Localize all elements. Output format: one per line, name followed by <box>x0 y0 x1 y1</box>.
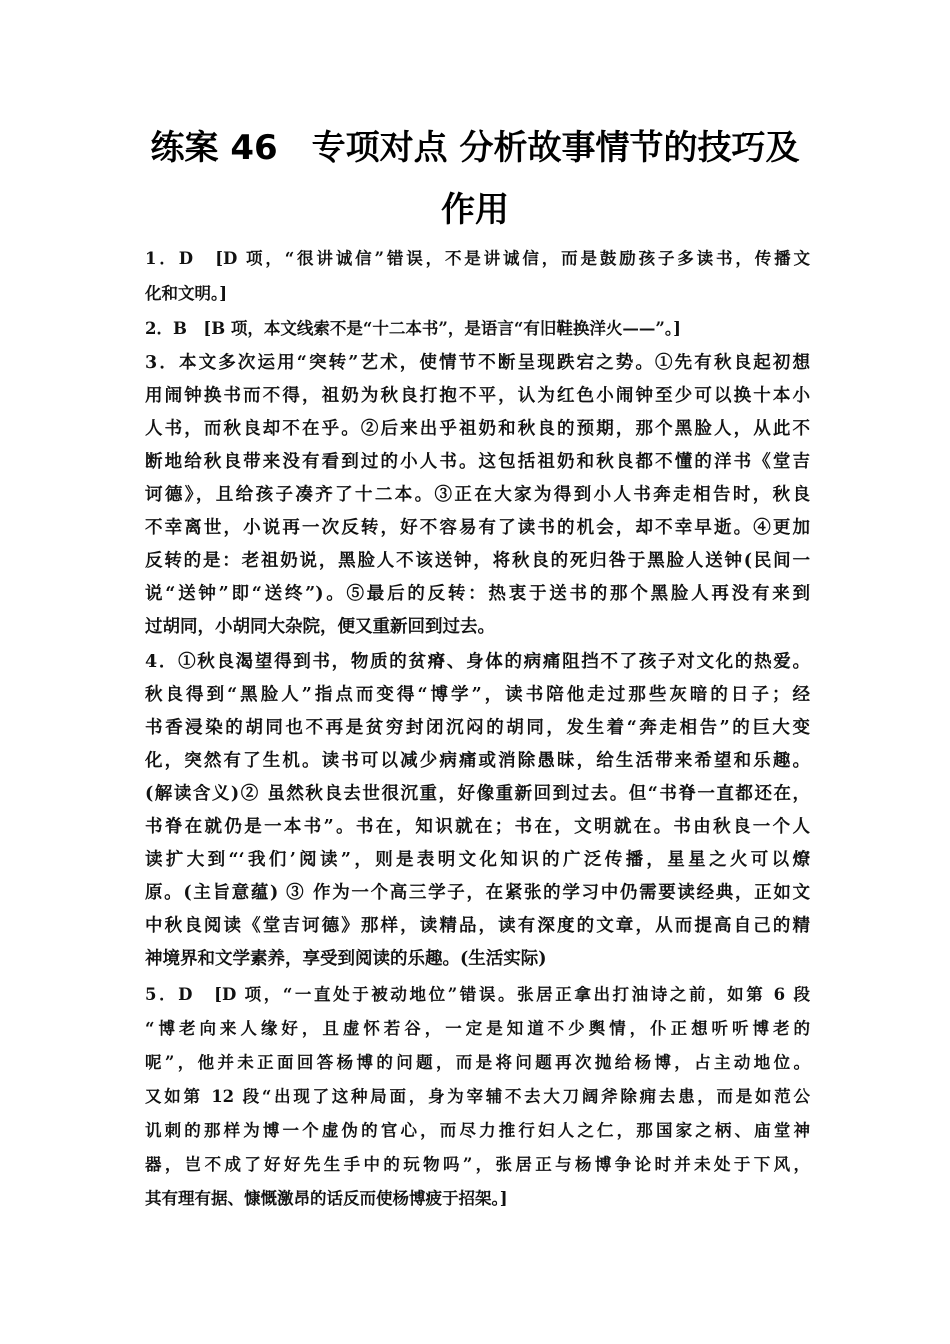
answer-1-line-2: 化和文明。] <box>145 284 228 303</box>
answer-4-line-9: 中秋良阅读《堂吉诃德》那样，读精品，读有深度的文章，从而提高自己的精 <box>145 916 810 936</box>
answer-4-line-5: (解读含义)② 虽然秋良去世很沉重，好像重新回到过去。但“书脊一直都还在， <box>145 784 810 804</box>
page-title-line-1: 练案 46 专项对点 分析故事情节的技巧及 <box>150 128 800 168</box>
answer-5-line-7: 其有理有据、慷慨激昂的话反而使杨博疲于招架。] <box>145 1189 508 1208</box>
answer-3-line-9: 过胡同，小胡同大杂院，便又重新回到过去。 <box>145 617 495 637</box>
answer-5-line-5: 讥刺的那样为博一个虚伪的官心，而尽力推行妇人之仁，那国家之柄、庙堂神 <box>145 1121 810 1140</box>
answer-5-line-6: 器，岂不成了好好先生手中的玩物吗”，张居正与杨博争论时并未处于下风， <box>145 1155 810 1174</box>
answer-3-line-2: 用闹钟换书而不得，祖奶为秋良打抱不平，认为红色小闹钟至少可以换十本小 <box>145 386 810 406</box>
answer-4-line-10: 神境界和文学素养，享受到阅读的乐趣。(生活实际) <box>145 949 547 969</box>
answer-3-line-3: 人书，而秋良却不在乎。②后来出乎祖奶和秋良的预期，那个黑脸人，从此不 <box>145 419 810 439</box>
answer-3-line-5: 诃德》，且给孩子凑齐了十二本。③正在大家为得到小人书奔走相告时，秋良 <box>145 485 810 505</box>
answer-4-line-3: 书香浸染的胡同也不再是贫穷封闭沉闷的胡同，发生着“奔走相告”的巨大变 <box>145 718 810 738</box>
answer-3-line-1: 3．本文多次运用“突转”艺术，使情节不断呈现跌宕之势。①先有秋良起初想 <box>145 353 810 373</box>
answer-5-line-1: 5．D [D 项，“一直处于被动地位”错误。张居正拿出打油诗之前，如第 6 段 <box>145 985 810 1004</box>
page-title-line-2: 作用 <box>441 190 509 230</box>
answer-5-line-4: 又如第 12 段“出现了这种局面，身为宰辅不去大刀阔斧除痈去患，而是如范公 <box>145 1087 810 1106</box>
answer-5-line-3: 呢”，他并未正面回答杨博的问题，而是将问题再次抛给杨博，占主动地位。 <box>145 1053 810 1072</box>
answer-4-line-6: 书脊在就仍是一本书”。书在，知识就在；书在，文明就在。书由秋良一个人 <box>145 817 810 837</box>
answer-5-line-2: “博老向来人缘好，且虚怀若谷，一定是知道不少舆情，仆正想听听博老的 <box>145 1019 810 1038</box>
answer-3-line-8: 说“送钟”即“送终”)。⑤最后的反转：热衷于送书的那个黑脸人再没有来到 <box>145 584 810 604</box>
answer-4-line-1: 4．①秋良渴望得到书，物质的贫瘠、身体的病痛阻挡不了孩子对文化的热爱。 <box>145 652 810 672</box>
answer-4-line-2: 秋良得到“黑脸人”指点而变得“博学”，读书陪他走过那些灰暗的日子；经 <box>145 685 810 705</box>
answer-4-line-4: 化，突然有了生机。读书可以减少病痛或消除愚昧，给生活带来希望和乐趣。 <box>145 751 810 771</box>
answer-3-line-6: 不幸离世，小说再一次反转，好不容易有了读书的机会，却不幸早逝。④更加 <box>145 518 810 538</box>
answer-1-line-1: 1．D [D 项，“很讲诚信”错误，不是讲诚信，而是鼓励孩子多读书，传播文 <box>145 249 810 268</box>
answer-3-line-7: 反转的是：老祖奶说，黑脸人不该送钟，将秋良的死归咎于黑脸人送钟(民间一 <box>145 551 810 571</box>
answer-3-line-4: 断地给秋良带来没有看到过的小人书。这包括祖奶和秋良都不懂的洋书《堂吉 <box>145 452 810 472</box>
answer-4-line-8: 原。(主旨意蕴) ③ 作为一个高三学子，在紧张的学习中仍需要读经典，正如文 <box>145 883 810 903</box>
answer-2-line-1: 2．B [B 项，本文线索不是“十二本书”，是语言“有旧鞋换洋火——”。] <box>145 319 681 338</box>
answer-4-line-7: 读扩大到“‘我们’阅读”，则是表明文化知识的广泛传播，星星之火可以燎 <box>145 850 810 870</box>
